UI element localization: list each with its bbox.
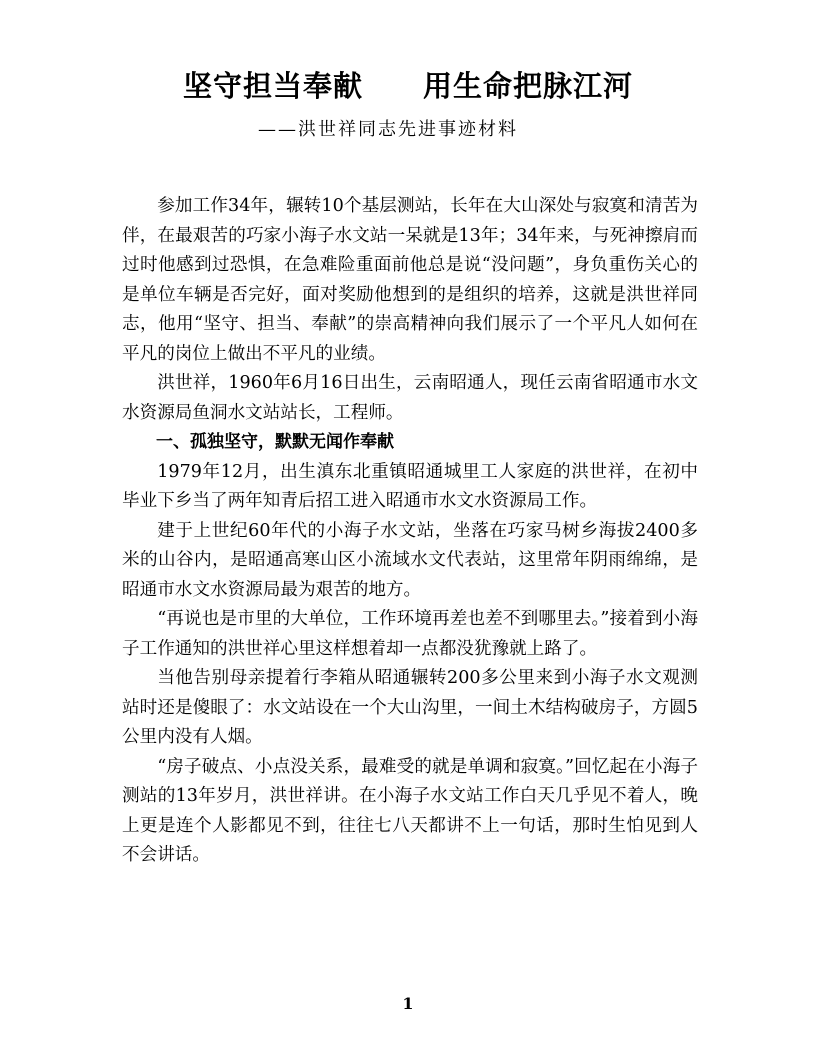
document-title: 坚守担当奉献 用生命把脉江河 [182,69,633,103]
body-paragraph: “房子破点、小点没关系，最难受的就是单调和寂寞。”回忆起在小海子测站的13年岁月，洪世祥讲。在小海子水文站工作白天几乎见不着人，晚上更是连个人影都见不到，往往七八天都讲不上一句话，那时生怕见到人不会讲话。 [122,756,698,865]
body-paragraph: 参加工作34年，辗转10个基层测站，长年在大山深处与寂寞和清苦为伴，在最艰苦的巧家小海子水文站一呆就是13年；34年来，与死神擦肩而过时他感到过恐惧，在急难险重面前他总是说“没问题”，身负重伤关心的是单位车辆是否完好，面对奖励他想到的是组织的培养，这就是洪世祥同志，他用“坚守、担当、奉献”的崇高精神向我们展示了一个平凡人如何在平凡的岗位上做出不平凡的业绩。 [122,196,698,364]
body-paragraph: 建于上世纪60年代的小海子水文站，坐落在巧家马树乡海拔2400多米的山谷内，是昭通高寒山区小流域水文代表站，这里常年阴雨绵绵，是昭通市水文水资源局最为艰苦的地方。 [122,520,698,600]
document-body [122,192,698,871]
body-paragraph: “再说也是市里的大单位，工作环境再差也差不到哪里去。”接着到小海子工作通知的洪世祥心里这样想着却一点都没犹豫就上路了。 [122,609,698,659]
body-paragraph: 洪世祥，1960年6月16日出生，云南昭通人，现任云南省昭通市水文水资源局鱼洞水文站站长，工程师。 [122,373,698,423]
section-heading: 一、孤独坚守，默默无闻作奉献 [156,432,394,452]
body-paragraph: 1979年12月，出生滇东北重镇昭通城里工人家庭的洪世祥，在初中毕业下乡当了两年知青后招工进入昭通市水文水资源局工作。 [122,461,698,511]
document-subtitle: ——洪世祥同志先进事迹材料 [258,119,518,140]
body-paragraph: 当他告别母亲提着行李箱从昭通辗转200多公里来到小海子水文观测站时还是傻眼了：水文站设在一个大山沟里，一间土木结构破房子，方圆5公里内没有人烟。 [122,668,698,747]
page-number: 1 [402,994,414,1013]
